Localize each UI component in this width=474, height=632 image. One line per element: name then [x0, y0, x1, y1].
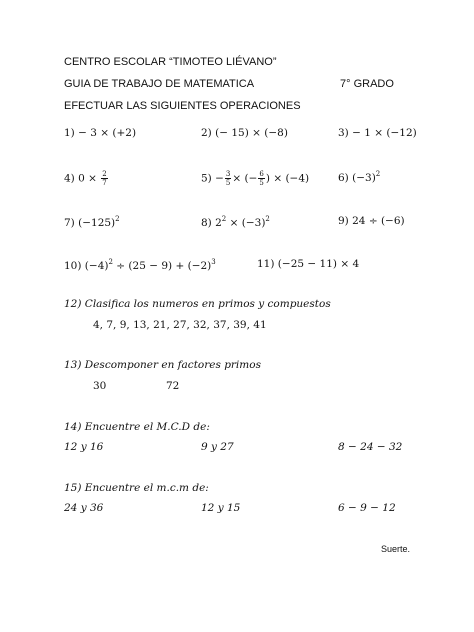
exercise-5-fraction-1	[225, 170, 231, 187]
exercise-9: 9) 24 ÷ (−6)	[338, 215, 405, 227]
exercise-7-exponent: 2	[115, 215, 120, 223]
exercise-5	[201, 170, 309, 187]
exercise-10-exponent-1: 2	[108, 258, 113, 266]
exercise-5-fraction-2	[258, 170, 264, 187]
exercise-10	[64, 258, 216, 272]
exercise-5-suffix: ) × (−4)	[265, 172, 310, 185]
closing-text: Suerte.	[381, 544, 411, 554]
fraction-denominator: 5	[259, 179, 264, 187]
exercise-11: 11) (−25 − 11) × 4	[257, 258, 360, 270]
grade-label: 7° GRADO	[340, 78, 394, 90]
question-12-numbers: 4, 7, 9, 13, 21, 27, 32, 37, 39, 41	[93, 319, 267, 331]
exercise-3: 3) − 1 × (−12)	[338, 127, 417, 139]
question-14-title: 14) Encuentre el M.C.D de:	[64, 421, 210, 433]
fraction-denominator: 5	[225, 179, 231, 187]
question-15-set-3: 6 − 9 − 12	[338, 502, 396, 514]
instructions: EFECTUAR LAS SIGUIENTES OPERACIONES	[64, 100, 301, 112]
exercise-1: 1) − 3 × (+2)	[64, 127, 137, 139]
exercise-8-exponent-2: 2	[265, 215, 270, 223]
exercise-5-prefix: 5) −	[201, 172, 224, 185]
question-13-title: 13) Descomponer en factores primos	[64, 359, 261, 371]
exercise-7	[64, 215, 120, 229]
exercise-10-part-a: 10) (−4)	[64, 260, 109, 272]
exercise-8-exponent-1: 2	[221, 215, 227, 223]
exercise-6-base: 6) (−3)	[338, 172, 376, 184]
question-13-value-1: 30	[93, 380, 107, 392]
exercise-6-exponent: 2	[375, 170, 381, 178]
exercise-10-exponent-2: 3	[211, 258, 216, 266]
fraction-denominator: 7	[102, 179, 107, 187]
fraction-numerator: 6	[259, 170, 264, 178]
fraction-numerator: 2	[102, 170, 107, 178]
question-15-set-1: 24 y 36	[64, 502, 104, 514]
question-15-set-2: 12 y 15	[201, 502, 241, 514]
exercise-8-part-b: × (−3)	[226, 217, 266, 229]
question-14-set-2: 9 y 27	[201, 441, 234, 453]
exercise-7-base: 7) (−125)	[64, 217, 116, 229]
exercise-10-part-b: ÷ (25 − 9) + (−2)	[112, 260, 212, 272]
question-14-set-1: 12 y 16	[64, 441, 104, 453]
exercise-5-mid: × (−	[232, 172, 258, 185]
school-name: CENTRO ESCOLAR “TIMOTEO LIÉVANO”	[64, 56, 277, 68]
exercise-4	[64, 170, 109, 187]
guide-title: GUIA DE TRABAJO DE MATEMATICA	[64, 78, 255, 90]
exercise-6	[338, 170, 380, 184]
question-14-set-3: 8 − 24 − 32	[338, 441, 403, 453]
exercise-2: 2) (− 15) × (−8)	[201, 127, 288, 139]
fraction-numerator: 3	[225, 170, 231, 178]
exercise-8-part-a: 8) 2	[201, 217, 222, 229]
question-12-title: 12) Clasifica los numeros en primos y compuestos	[64, 298, 331, 310]
question-15-title: 15) Encuentre el m.c.m de:	[64, 482, 209, 494]
exercise-8	[201, 215, 270, 229]
exercise-4-fraction	[101, 170, 107, 187]
exercise-4-prefix: 4) 0 ×	[64, 172, 97, 185]
question-13-value-2: 72	[166, 380, 180, 392]
